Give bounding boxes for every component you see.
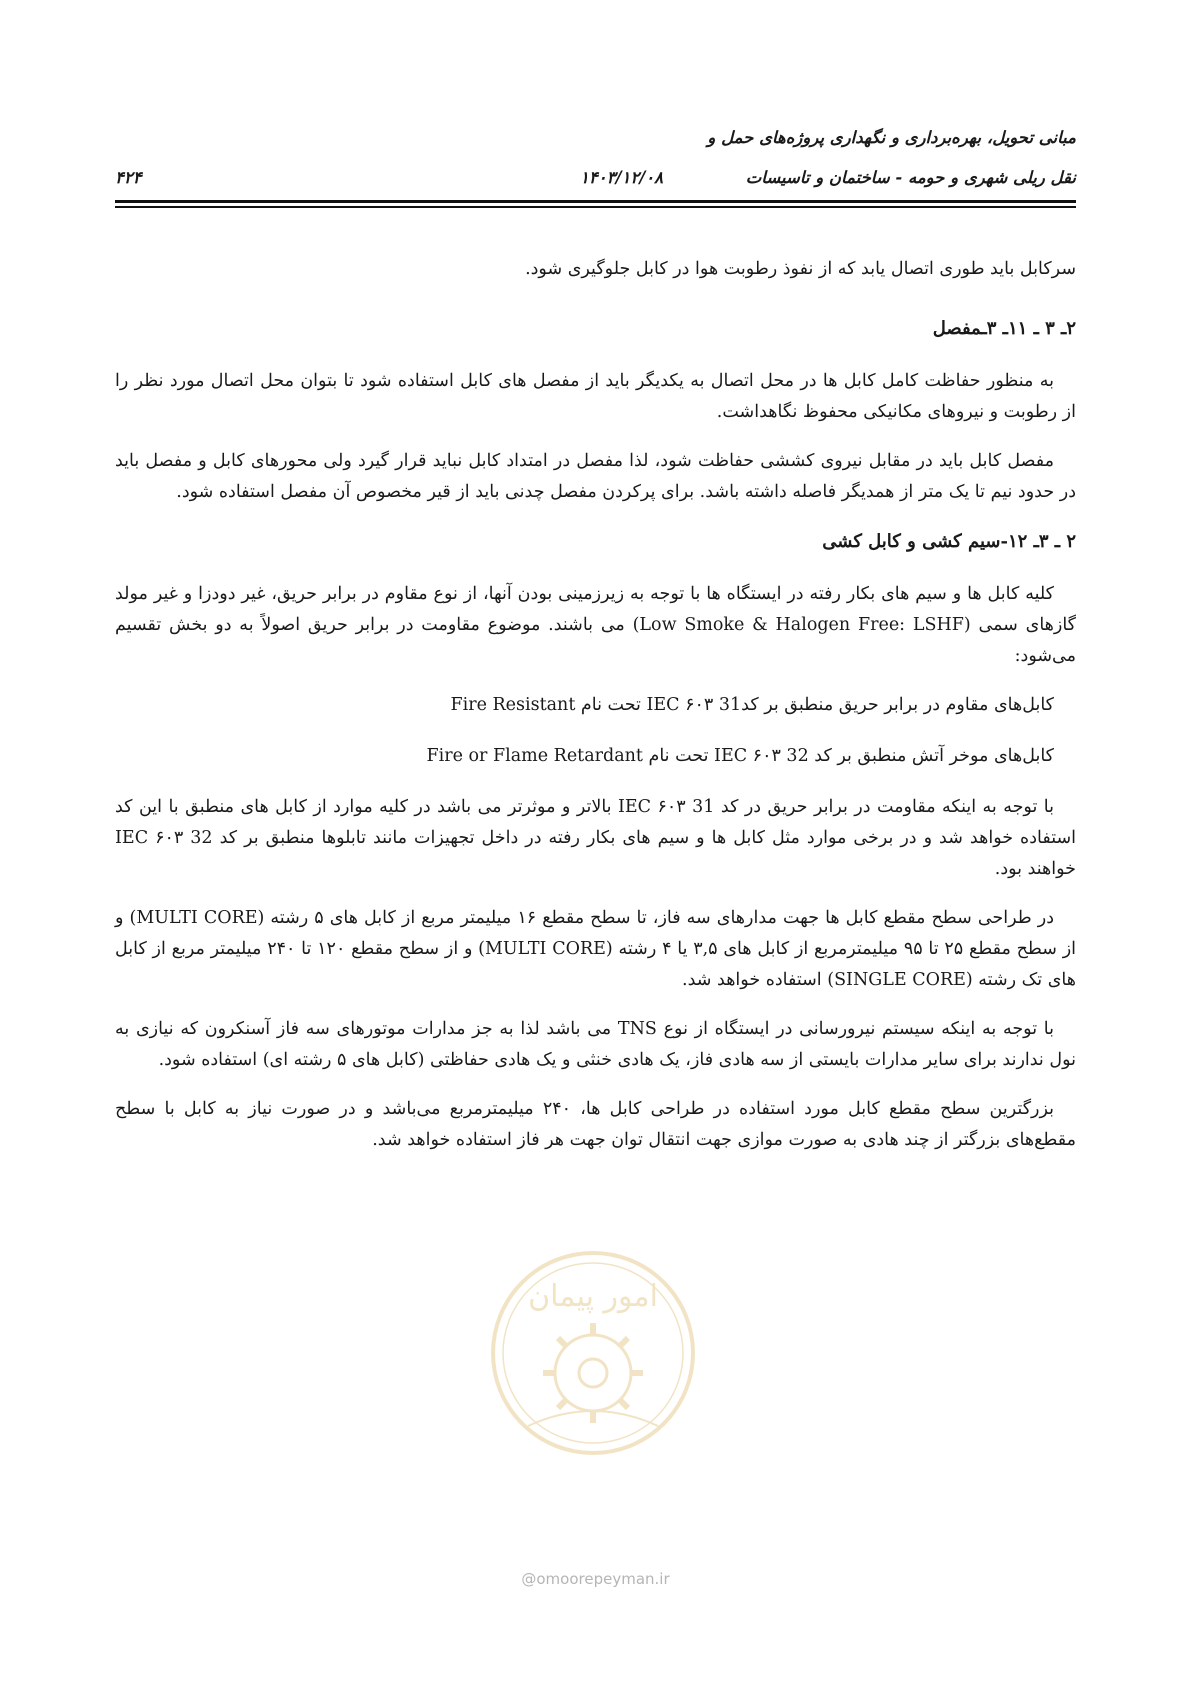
paragraph: در طراحی سطح مقطع کابل ها جهت مدارهای سه فاز، تا سطح مقطع ۱۶ میلیمتر مربع از کابل های ۵ رشته (MULTI CORE) و از سطح مقطع ۲۵ تا ۹۵ میلیمترمربع از کابل های ۳,۵ یا ۴ رشته (MULTI CORE) و از سطح مقطع ۱۲۰ تا ۲۴۰ میلیمتر مربع از کابل های تک رشته (SINGLE CORE) استفاده خواهد شد. — [115, 908, 1077, 990]
paragraph: مفصل کابل باید در مقابل نیروی کششی حفاظت شود، لذا مفصل در امتداد کابل نباید قرار گیرد ولی محورهای کابل و مفصل باید در حدود نیم تا یک متر از همدیگر فاصله داشته باشد. برای پرکردن مفصل چدنی باید از قیر مخصوص آن مفصل استفاده شود. — [115, 451, 1076, 502]
watermark-seal-icon — [488, 1248, 698, 1458]
watermark-seal-text: امور پیمان — [528, 1279, 658, 1314]
header-title-line2: نقل ریلی شهری و حومه - ساختمان و تاسیسات — [745, 168, 1076, 187]
paragraph: با توجه به اینکه سیستم نیرورسانی در ایستگاه از نوع TNS می باشد لذا به جز مدارات موتورهای سه فاز آسنکرون که نیازی به نول ندارند برای سایر مدارات بایستی از سه هادی فاز، یک هادی خنثی و یک هادی حفاظتی (کابل های ۵ رشته ای) استفاده شود. — [115, 1019, 1076, 1070]
paragraph: کلیه کابل ها و سیم های بکار رفته در ایستگاه ها با توجه به زیرزمینی بودن آنها، از نوع مقاوم در برابر حریق، غیر دودزا و غیر مولد گازهای سمی (Low Smoke & Halogen Free: LSHF) می باشند. موضوع مقاومت در برابر حریق اصولاً به دو بخش تقسیم می‌شود: — [115, 584, 1076, 666]
list-item: کابل‌های مقاوم در برابر حریق منطبق بر کد31 IEC ۶۰۳ تحت نام Fire Resistant — [450, 695, 1054, 715]
list-item: کابل‌های موخر آتش منطبق بر کد IEC ۶۰۳ 32 تحت نام Fire or Flame Retardant — [426, 746, 1054, 766]
document-body — [115, 254, 1076, 1174]
header-title-line1: مبانی تحویل، بهره‌برداری و نگهداری پروژه‌های حمل و — [707, 128, 1076, 147]
header-date: ۱۴۰۳/۱۲/۰۸ — [580, 168, 663, 187]
header-row — [115, 168, 1076, 194]
header-rule-thin — [115, 206, 1076, 208]
intro-paragraph: سرکابل باید طوری اتصال یابد که از نفوذ رطوبت هوا در کابل جلوگیری شود. — [525, 259, 1076, 279]
header-rule-thick — [115, 200, 1076, 203]
section-heading-wiring: ۲ ـ ۳ـ ۱۲-سیم کشی و کابل کشی — [822, 531, 1076, 552]
section-heading-joint: ۲ـ ۳ ـ ۱۱ـ ۳ـمفصل — [932, 318, 1076, 339]
watermark-site: @omoorepeyman.ir — [521, 1570, 670, 1588]
paragraph: بزرگترین سطح مقطع کابل مورد استفاده در طراحی کابل ها، ۲۴۰ میلیمترمربع می‌باشد و در صورت نیاز به کابل با سطح مقطع‌های بزرگتر از چند هادی به صورت موازی جهت انتقال توان جهت هر فاز استفاده خواهد شد. — [115, 1099, 1076, 1150]
paragraph: با توجه به اینکه مقاومت در برابر حریق در کد IEC ۶۰۳ 31 بالاتر و موثرتر می باشد در کلیه موارد از کابل های منطبق با این کد استفاده خواهد شد و در برخی موارد مثل کابل ها و سیم های بکار رفته در داخل تجهیزات مانند تابلوها منطبق بر کد IEC ۶۰۳ 32 خواهند بود. — [115, 797, 1077, 879]
page-number: ۴۲۴ — [115, 168, 142, 187]
paragraph: به منظور حفاظت کامل کابل ها در محل اتصال به یکدیگر باید از مفصل های کابل استفاده شود تا بتوان محل اتصال مورد نظر را از رطوبت و نیروهای مکانیکی محفوظ نگاهداشت. — [115, 371, 1076, 422]
